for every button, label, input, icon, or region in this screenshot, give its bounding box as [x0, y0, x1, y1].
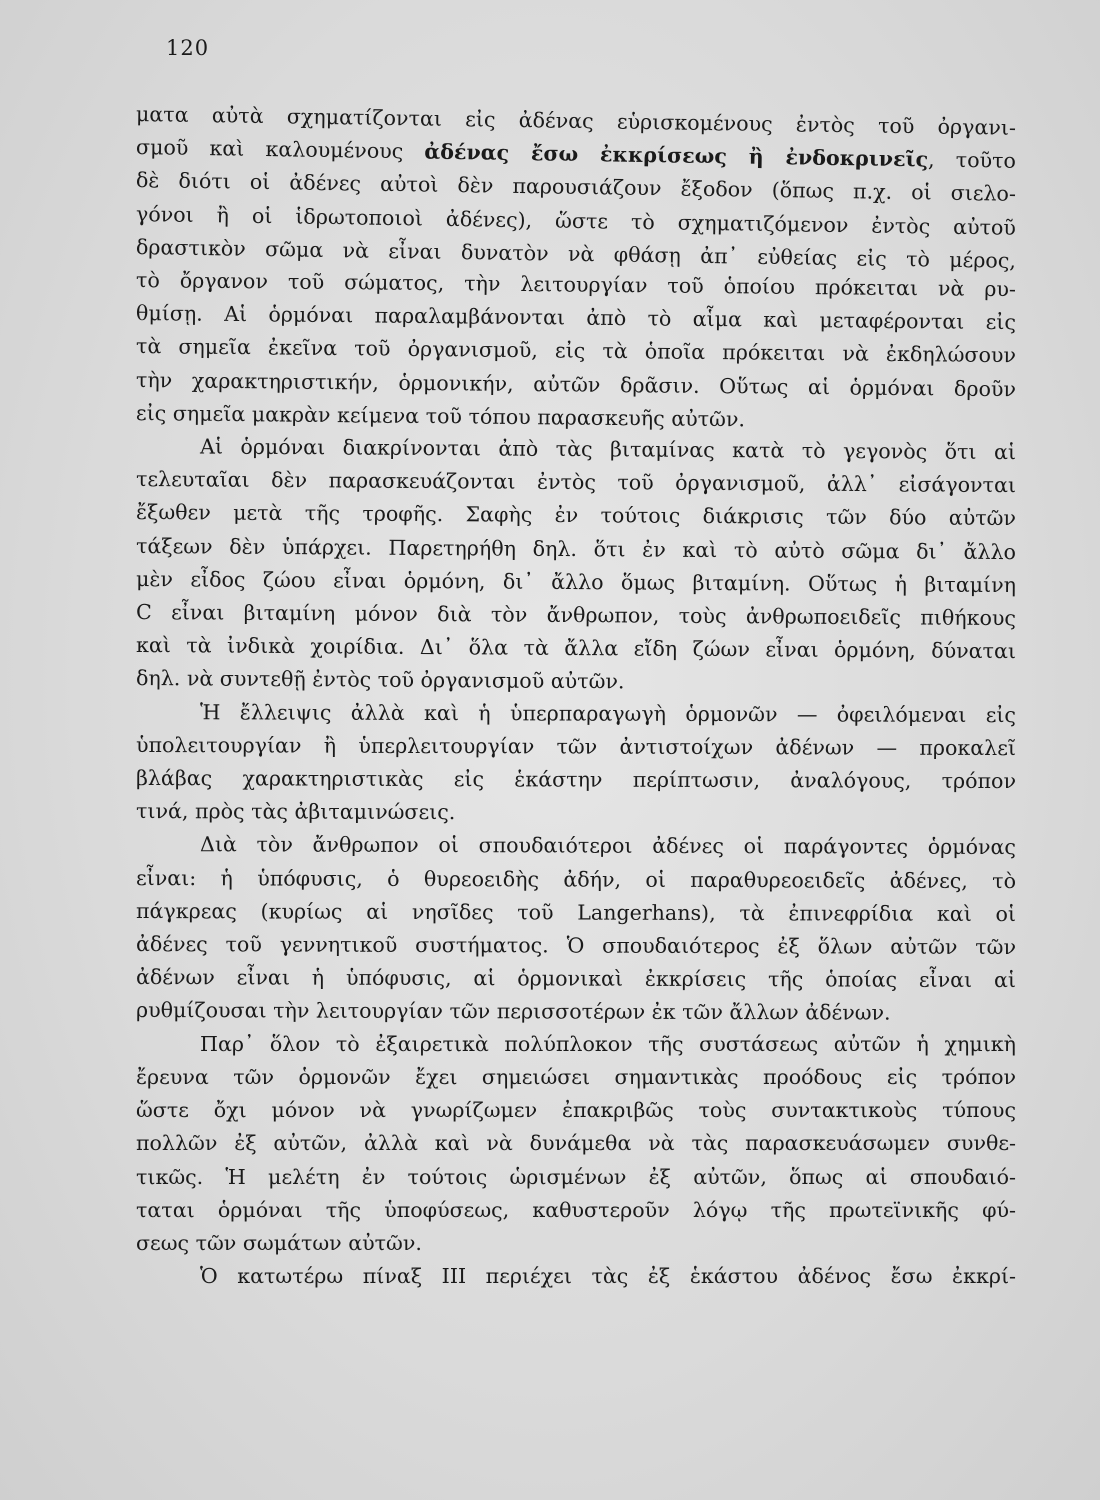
- text-line: τὸ ὄργανον τοῦ σώματος, τὴν λειτουργίαν τοῦ ὁποίου πρόκειται νὰ ρυ-: [135, 268, 1017, 302]
- text-line: μὲν εἶδος ζώου εἶναι ὁρμόνη, δι᾽ ἄλλο ὅμως βιταμίνη. Οὕτως ἡ βιταμίνη: [135, 566, 1017, 597]
- text-line: τελευταῖαι δὲν παρασκευάζονται ἐντὸς τοῦ ὀργανισμοῦ, ἀλλ᾽ εἰσάγονται: [135, 467, 1017, 498]
- text-line: δὲ διότι οἱ ἀδένες αὐτοὶ δὲν παρουσιάζουν ἔξοδον (ὅπως π.χ. οἱ σιελο-: [135, 168, 1017, 207]
- text-line: δηλ. νὰ συντεθῇ ἐντὸς τοῦ ὀργανισμοῦ αὐτῶν.: [135, 666, 625, 694]
- text-line: ἔξωθεν μετὰ τῆς τροφῆς. Σαφὴς ἐν τούτοις διάκρισις τῶν δύο αὐτῶν: [135, 500, 1017, 531]
- text-line: ὥστε ὄχι μόνον νὰ γνωρίζωμεν ἐπακριβῶς τοὺς συντακτικοὺς τύπους: [136, 1098, 1016, 1123]
- bold-term: ἀδένας ἔσω ἐκκρίσεως ἢ ἐνδοκρινεῖς: [424, 139, 929, 172]
- text-line: Ὁ κατωτέρω πίναξ III περιέχει τὰς ἐξ ἑκάστου ἀδένος ἔσω ἐκκρί-: [200, 1264, 1016, 1289]
- text-line: πολλῶν ἐξ αὐτῶν, ἀλλὰ καὶ νὰ δυνάμεθα νὰ τὰς παρασκευάσωμεν συνθε-: [136, 1131, 1016, 1156]
- text-line: ταται ὁρμόναι τῆς ὑποφύσεως, καθυστεροῦν λόγῳ τῆς πρωτεϊνικῆς φύ-: [136, 1197, 1016, 1222]
- text-line: πάγκρεας (κυρίως αἱ νησῖδες τοῦ Langerhans), τὰ ἐπινεφρίδια καὶ οἱ: [135, 898, 1017, 926]
- text-line: δραστικὸν σῶμα νὰ εἶναι δυνατὸν νὰ φθάσῃ ἀπ᾽ εὐθείας εἰς τὸ μέρος,: [135, 234, 1017, 273]
- text-line: Διὰ τὸν ἄνθρωπον οἱ σπουδαιότεροι ἀδένες οἱ παράγοντες ὁρμόνας: [199, 832, 1017, 860]
- text-line: ματα αὐτὰ σχηματίζονται εἰς ἀδένας εὑρισκομένους ἐντὸς τοῦ ὀργανι-: [135, 102, 1017, 140]
- text-line: βλάβας χαρακτηριστικὰς εἰς ἑκάστην περίπτωσιν, ἀναλόγους, τρόπον: [135, 766, 1017, 794]
- text-line: Παρ᾽ ὅλον τὸ ἐξαιρετικὰ πολύπλοκον τῆς συστάσεως αὐτῶν ἡ χημικὴ: [200, 1031, 1016, 1056]
- text-line: θμίσῃ. Αἱ ὁρμόναι παραλαμβάνονται ἀπὸ τὸ αἷμα καὶ μεταφέρονται εἰς: [135, 301, 1017, 335]
- text-line: ὑπολειτουργίαν ἢ ὑπερλειτουργίαν τῶν ἀντιστοίχων ἀδένων — προκαλεῖ: [135, 732, 1017, 760]
- text-line: ρυθμίζουσαι τὴν λειτουργίαν τῶν περισσοτέρων ἐκ τῶν ἄλλων ἀδένων.: [135, 998, 891, 1026]
- text-line: εἶναι: ἡ ὑπόφυσις, ὁ θυρεοειδὴς ἀδήν, οἱ παραθυρεοειδεῖς ἀδένες, τὸ: [135, 865, 1017, 893]
- text-line: γόνοι ἢ οἱ ἱδρωτοποιοὶ ἀδένες), ὥστε τὸ σχηματιζόμενον ἐντὸς αὐτοῦ: [135, 201, 1017, 240]
- text-line: ἀδένες τοῦ γεννητικοῦ συστήματος. Ὁ σπουδαιότερος ἐξ ὅλων αὐτῶν τῶν: [135, 932, 1017, 960]
- text-line: ἔρευνα τῶν ὁρμονῶν ἔχει σημειώσει σημαντικὰς προόδους εἰς τρόπον: [136, 1064, 1016, 1089]
- text-line: τὴν χαρακτηριστικήν, ὁρμονικήν, αὐτῶν δρᾶσιν. Οὕτως αἱ ὁρμόναι δροῦν: [135, 367, 1017, 401]
- text-line: τινά, πρὸς τὰς ἀβιταμινώσεις.: [135, 799, 456, 825]
- text-line: καὶ τὰ ἰνδικὰ χοιρίδια. Δι᾽ ὅλα τὰ ἄλλα εἴδη ζώων εἶναι ὁρμόνη, δύναται: [135, 633, 1017, 664]
- text-line: τὰ σημεῖα ἐκεῖνα τοῦ ὀργανισμοῦ, εἰς τὰ ὁποῖα πρόκειται νὰ ἐκδηλώσουν: [135, 334, 1017, 368]
- text-line: τικῶς. Ἡ μελέτη ἐν τούτοις ὡρισμένων ἐξ αὐτῶν, ὅπως αἱ σπουδαιό-: [136, 1164, 1016, 1189]
- text-line: τάξεων δὲν ὑπάρχει. Παρετηρήθη δηλ. ὅτι ἐν καὶ τὸ αὐτὸ σῶμα δι᾽ ἄλλο: [135, 533, 1017, 564]
- page-number: 120: [166, 36, 210, 60]
- text-line: Ἡ ἔλλειψις ἀλλὰ καὶ ἡ ὑπερπαραγωγὴ ὁρμονῶν — ὀφειλόμεναι εἰς: [199, 699, 1017, 727]
- text-line: σμοῦ καὶ καλουμένους ἀδένας ἔσω ἐκκρίσεως ἢ ἐνδοκρινεῖς, τοῦτο: [135, 135, 1017, 174]
- text-line: εἰς σημεῖα μακρὰν κείμενα τοῦ τόπου παρασκευῆς αὐτῶν.: [135, 400, 746, 432]
- body-text: [136, 98, 1016, 1293]
- text-line: σεως τῶν σωμάτων αὐτῶν.: [136, 1230, 422, 1255]
- text-line: ἀδένων εἶναι ἡ ὑπόφυσις, αἱ ὁρμονικαὶ ἐκκρίσεις τῆς ὁποίας εἶναι αἱ: [135, 965, 1017, 993]
- text-line: Αἱ ὁρμόναι διακρίνονται ἀπὸ τὰς βιταμίνας κατὰ τὸ γεγονὸς ὅτι αἱ: [199, 434, 1017, 465]
- text-line: C εἶναι βιταμίνη μόνον διὰ τὸν ἄνθρωπον, τοὺς ἀνθρωποειδεῖς πιθήκους: [135, 600, 1017, 631]
